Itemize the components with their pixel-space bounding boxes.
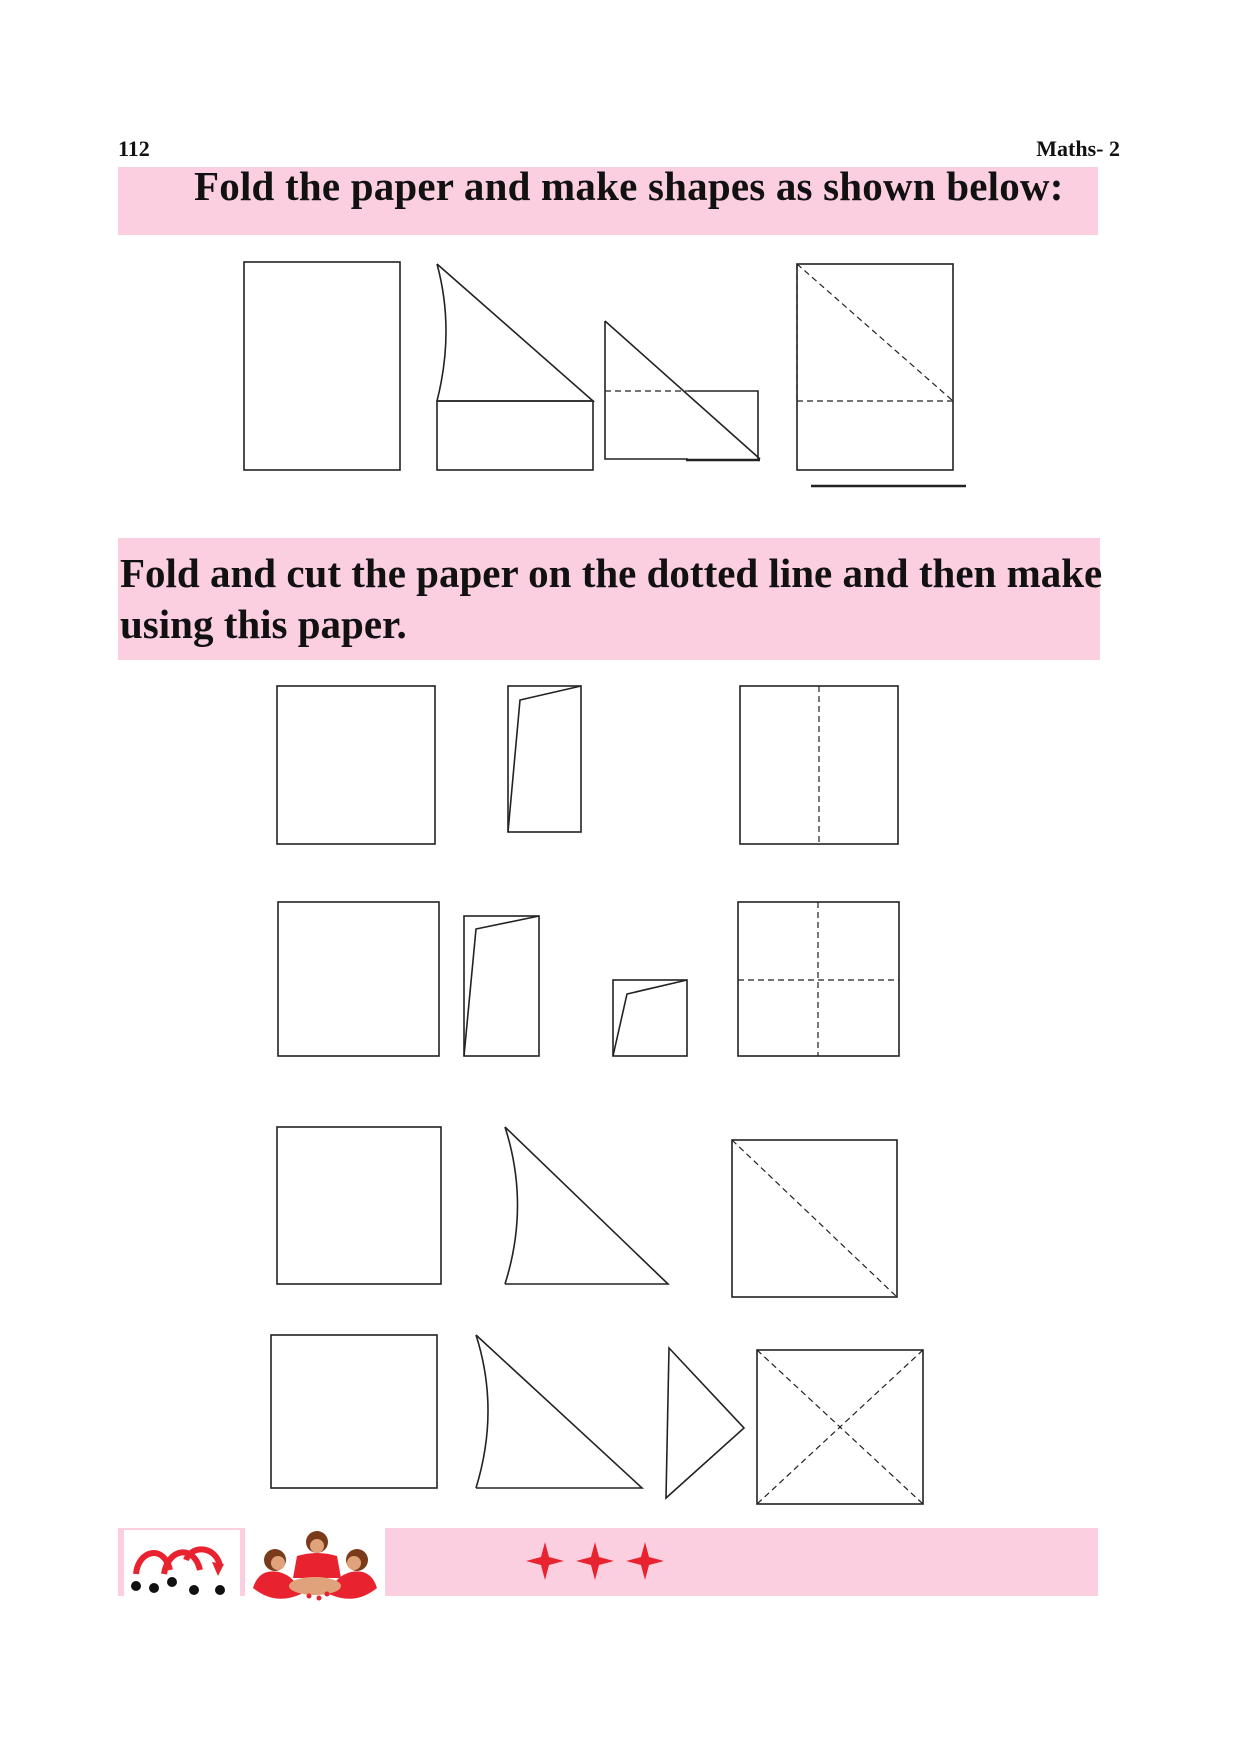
book-title: Maths- 2 (1036, 136, 1120, 161)
row3-folded-triangle (505, 1127, 668, 1284)
row2-folded-strip (464, 916, 539, 1056)
section2-heading: Fold and cut the paper on the dotted line and then make using this paper. (120, 550, 1103, 647)
row2-square (278, 902, 439, 1056)
page-number: 112 (118, 136, 150, 161)
row4-square (271, 1335, 437, 1488)
section1-heading: Fold the paper and make shapes as shown below: (194, 163, 1064, 209)
row1-square-vertical-line (740, 686, 898, 844)
section1-step-1 (244, 262, 400, 470)
row4-folded-small-triangle (666, 1348, 744, 1498)
arrows-dots-logo-icon (124, 1530, 240, 1596)
section1-step-2 (437, 264, 593, 470)
section1-step-3 (605, 321, 760, 460)
row4-folded-triangle (476, 1335, 642, 1488)
row1-square (277, 686, 435, 844)
star-icon (576, 1542, 614, 1580)
row3-square (277, 1127, 441, 1284)
row3-square-diagonal (732, 1140, 897, 1297)
star-icon (626, 1542, 664, 1580)
row4-square-both-diagonals (757, 1350, 923, 1504)
section1-step-4 (797, 264, 966, 486)
row2-square-cross-lines (738, 902, 899, 1056)
children-group-logo-icon (245, 1528, 385, 1606)
star-icon (526, 1542, 564, 1580)
row2-folded-small-square (613, 980, 687, 1056)
row1-folded-strip (508, 686, 581, 832)
footer-stars (520, 1528, 670, 1599)
